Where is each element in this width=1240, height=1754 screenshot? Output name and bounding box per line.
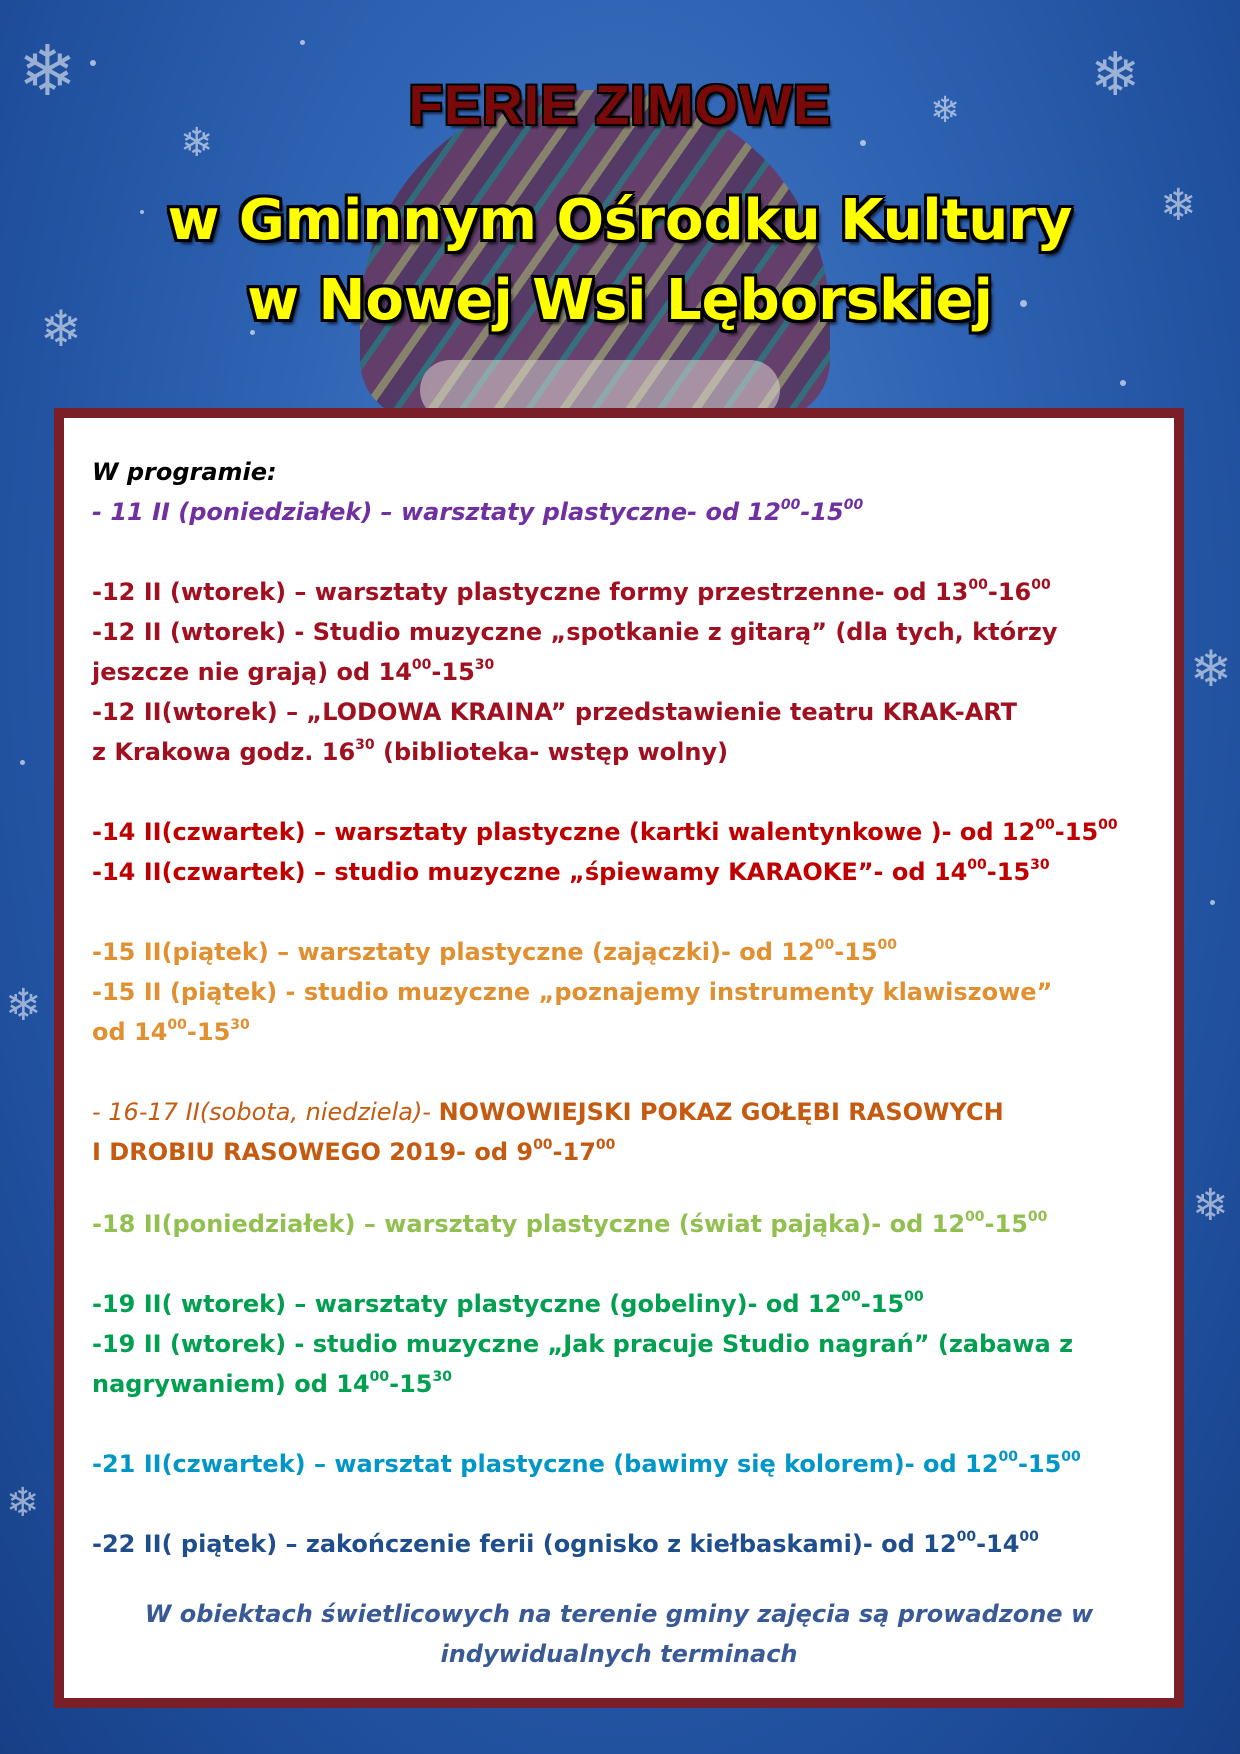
snowflake-icon: ❄ (18, 30, 77, 112)
event-text: -15 (1017, 1450, 1062, 1478)
event-text: -19 II (wtorek) - studio muzyczne „Jak pracuje Studio nagrań” (zabawa z (92, 1330, 1074, 1358)
time-superscript: 00 (1031, 577, 1051, 593)
event-text: -15 (986, 858, 1031, 886)
event-item (92, 692, 1146, 772)
time-superscript: 00 (533, 1137, 553, 1153)
time-superscript: 00 (843, 497, 864, 513)
event-item (92, 972, 1146, 1052)
time-superscript: 00 (841, 1289, 861, 1305)
time-superscript: 00 (1098, 817, 1118, 833)
snowflake-icon: ❄ (1160, 180, 1197, 231)
event-text: -15 (431, 658, 475, 686)
event-text: -15 (1054, 818, 1099, 846)
time-superscript: 00 (904, 1289, 924, 1305)
time-superscript: 00 (968, 577, 988, 593)
time-superscript: 00 (967, 857, 987, 873)
time-superscript: 00 (1035, 817, 1055, 833)
program-heading: W programie: (92, 458, 277, 486)
time-superscript: 00 (814, 937, 835, 953)
time-superscript: 00 (411, 657, 432, 673)
event-text: -19 II( wtorek) – warsztaty plastyczne (gobeliny)- od 12 (92, 1290, 842, 1318)
snow-dot (300, 40, 305, 45)
title-venue-line2: w Nowej Wsi Lęborskiej (247, 268, 993, 333)
event-text: -12 II (wtorek) - Studio muzyczne „spotkanie z gitarą” (dla tych, którzy (92, 618, 1058, 646)
event-text: od 14 (92, 1018, 168, 1046)
time-superscript: 00 (998, 1449, 1018, 1465)
time-superscript: 30 (355, 737, 375, 753)
event-text: -18 II(poniedziałek) – warsztaty plastyczne (świat pająka)- od 12 (92, 1210, 966, 1238)
event-item (92, 1204, 1146, 1244)
event-text: -12 II (wtorek) – warsztaty plastyczne formy przestrzenne- od 13 (92, 578, 969, 606)
event-text: -22 II( piątek) – zakończenie ferii (ognisko z kiełbaskami)- od 12 (92, 1530, 957, 1558)
time-superscript: 00 (369, 1369, 390, 1385)
event-item (92, 1092, 1146, 1172)
event-text: -15 II (piątek) - studio muzyczne „poznajemy instrumenty klawiszowe” (92, 978, 1053, 1006)
snow-dot (20, 760, 25, 765)
time-superscript: 30 (474, 657, 495, 673)
time-superscript: 00 (956, 1529, 977, 1545)
program-list (92, 452, 1146, 1564)
title-ferie-zimowe: FERIE ZIMOWE (408, 73, 832, 136)
event-text: -17 (552, 1138, 596, 1166)
time-superscript: 30 (432, 1369, 452, 1385)
event-text: -12 II(wtorek) – „LODOWA KRAINA” przedstawienie teatru KRAK-ART (92, 698, 1018, 726)
snowflake-icon: ❄ (1190, 640, 1232, 698)
time-superscript: 00 (595, 1137, 616, 1153)
event-item (92, 1444, 1146, 1484)
event-item (92, 612, 1146, 692)
event-text: -15 (860, 1290, 905, 1318)
event-text: -14 (976, 1530, 1020, 1558)
event-text: jeszcze nie grają) od 14 (92, 658, 412, 686)
program-panel (62, 416, 1176, 1700)
time-superscript: 00 (965, 1209, 985, 1225)
snow-dot (860, 140, 866, 146)
event-text: NOWOWIEJSKI POKAZ GOŁĘBI RASOWYCH (438, 1098, 1004, 1126)
snow-dot (90, 60, 96, 66)
snowflake-icon: ❄ (930, 90, 961, 131)
time-superscript: 30 (1030, 857, 1050, 873)
event-item (92, 572, 1146, 612)
event-text: -15 (800, 498, 844, 526)
event-text: nagrywaniem) od 14 (92, 1370, 370, 1398)
time-superscript: 00 (877, 937, 898, 953)
time-superscript: 00 (1027, 1209, 1048, 1225)
time-superscript: 30 (230, 1017, 250, 1033)
time-superscript: 00 (780, 497, 801, 513)
snowflake-icon: ❄ (1090, 40, 1141, 110)
event-text: -15 (186, 1018, 231, 1046)
snow-dot (1210, 900, 1215, 905)
event-text: - 16-17 II(sobota, niedziela)- (92, 1098, 439, 1126)
snow-dot (1120, 380, 1126, 386)
footer-line2: indywidualnych terminach (440, 1640, 798, 1668)
event-text: (biblioteka- wstęp wolny) (374, 738, 729, 766)
event-text: -15 II(piątek) – warsztaty plastyczne (zajączki)- od 12 (92, 938, 815, 966)
footer-line1: W obiektach świetlicowych na terenie gminy zajęcia są prowadzone w (144, 1600, 1094, 1628)
event-text: I DROBIU RASOWEGO 2019- od 9 (92, 1138, 534, 1166)
title-venue-line1: w Gminnym Ośrodku Kultury (167, 188, 1073, 253)
footer-note (124, 1594, 1114, 1674)
event-item (92, 1324, 1146, 1404)
event-text: -21 II(czwartek) – warsztat plastyczne (bawimy się kolorem)- od 12 (92, 1450, 999, 1478)
snowflake-icon: ❄ (6, 1480, 40, 1526)
event-item (92, 932, 1146, 972)
event-item (92, 1284, 1146, 1324)
event-text: z Krakowa godz. 16 (92, 738, 356, 766)
time-superscript: 00 (167, 1017, 187, 1033)
event-text: -15 (984, 1210, 1028, 1238)
snowflake-icon: ❄ (180, 120, 214, 166)
time-superscript: 00 (1019, 1529, 1039, 1545)
event-text: -15 (834, 938, 878, 966)
event-text: -14 II(czwartek) – warsztaty plastyczne (kartki walentynkowe )- od 12 (92, 818, 1036, 846)
event-item (92, 492, 1146, 532)
program-frame (54, 408, 1184, 1708)
event-text: - 11 II (poniedziałek) – warsztaty plastyczne- od 12 (92, 498, 781, 526)
event-text: -14 II(czwartek) – studio muzyczne „śpiewamy KARAOKE”- od 14 (92, 858, 968, 886)
snowflake-icon: ❄ (5, 980, 42, 1031)
event-text: -16 (987, 578, 1032, 606)
event-item (92, 812, 1146, 852)
event-text: -15 (389, 1370, 433, 1398)
event-item (92, 1524, 1146, 1564)
time-superscript: 00 (1061, 1449, 1081, 1465)
event-item (92, 852, 1146, 892)
snowflake-icon: ❄ (40, 300, 82, 358)
snowflake-icon: ❄ (1192, 1180, 1229, 1231)
